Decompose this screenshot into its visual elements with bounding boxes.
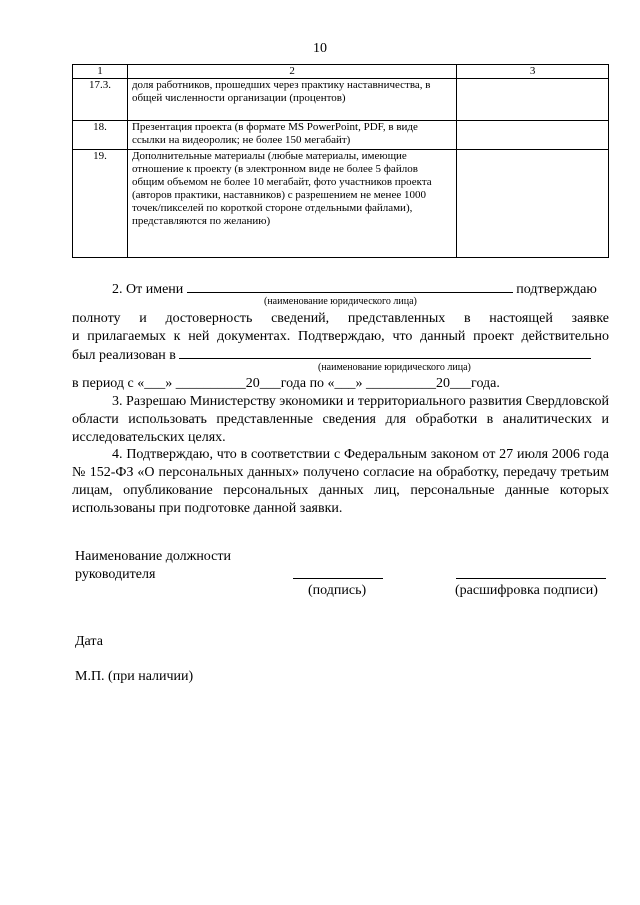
row-number: 18. xyxy=(73,121,128,150)
name-line[interactable] xyxy=(456,578,606,579)
row-number: 17.3. xyxy=(73,79,128,121)
row-value xyxy=(457,150,609,258)
row-value xyxy=(457,79,609,121)
org-name-field-2[interactable] xyxy=(179,345,591,359)
stamp-label: М.П. (при наличии) xyxy=(75,669,194,684)
column-header: 3 xyxy=(457,65,609,79)
data-table xyxy=(72,64,609,258)
column-header: 1 xyxy=(73,65,128,79)
org-name-hint-2: (наименование юридического лица) xyxy=(318,362,471,373)
name-hint: (расшифровка подписи) xyxy=(455,583,598,598)
para2-line4-start: был реализован в xyxy=(72,348,176,363)
para2-end: подтверждаю xyxy=(516,282,597,297)
row-text: Презентация проекта (в формате MS PowerPoint, PDF, в виде ссылки на видеоролик; не более 150 мегабайт) xyxy=(127,121,456,150)
org-name-hint: (наименование юридического лица) xyxy=(264,296,417,307)
para2-line3: и прилагаемых к ней документах. Подтверждаю, что данный проект действительно xyxy=(72,329,609,344)
column-header: 2 xyxy=(127,65,456,79)
period-line: в период с «___» __________20___года по «___» __________20___года. xyxy=(72,376,500,391)
table-row xyxy=(73,79,609,121)
row-text: Дополнительные материалы (любые материалы, имеющие отношение к проекту (в электронном виде не более 5 файлов общим объемом не более 10 мегабайт, фото участников проекта (авторов практики, наставников) с разрешением не менее 1000 точек/пикселей по короткой стороне отдельными файлами), представляются по желанию) xyxy=(127,150,456,258)
position-label-1: Наименование должности xyxy=(75,549,231,564)
para3: 3. Разрешаю Министерству экономики и территориального развития Свердловской области использовать представленные сведения для обработки в аналитических и исследовательских целях. xyxy=(72,394,609,445)
org-name-field[interactable] xyxy=(187,279,513,293)
table-row xyxy=(73,150,609,258)
date-label: Дата xyxy=(75,634,103,649)
para4: 4. Подтверждаю, что в соответствии с Федеральным законом от 27 июля 2006 года № 152-ФЗ «О персональных данных» получено согласие на обработку, передачу третьим лицам, опубликование персональных данных лиц, персональные данные которых использованы при подготовке данной заявки. xyxy=(72,447,609,516)
page-number: 10 xyxy=(313,41,327,56)
signature-hint: (подпись) xyxy=(308,583,367,598)
position-label-2: руководителя xyxy=(75,567,156,582)
row-value xyxy=(457,121,609,150)
signature-line[interactable] xyxy=(293,578,383,579)
row-text: доля работников, прошедших через практику наставничества, в общей численности организации (процентов) xyxy=(127,79,456,121)
table-header-row xyxy=(73,65,609,79)
para2-start: 2. От имени xyxy=(112,282,184,297)
table-row xyxy=(73,121,609,150)
para2-line2: полноту и достоверность сведений, представленных в настоящей заявке xyxy=(72,311,609,326)
row-number: 19. xyxy=(73,150,128,258)
